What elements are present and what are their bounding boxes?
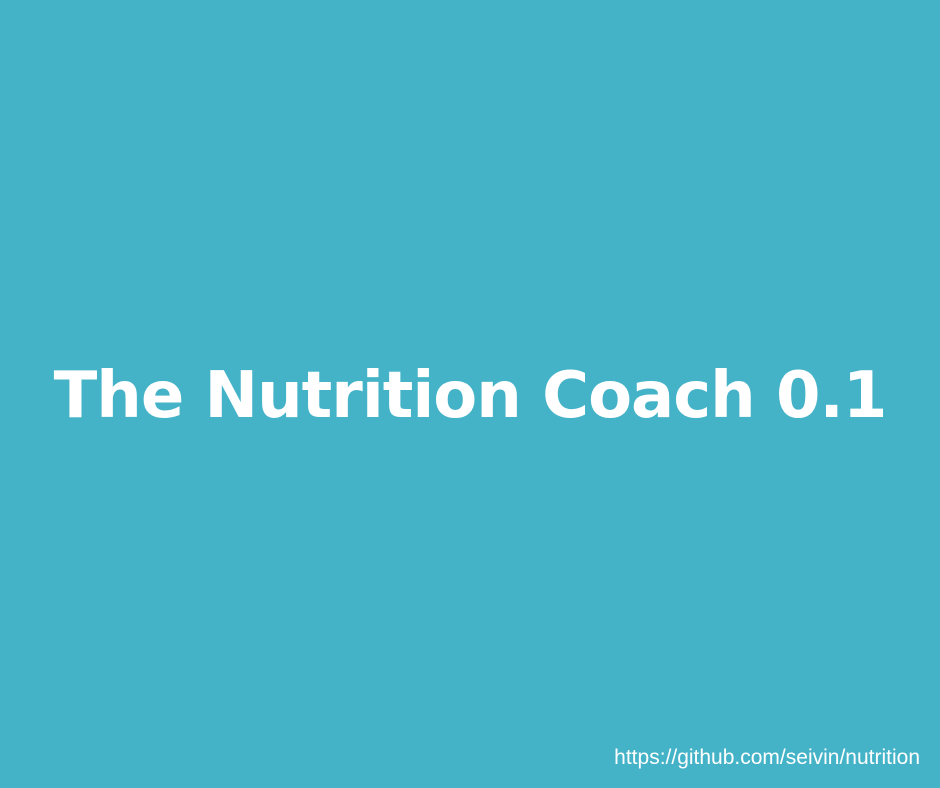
repository-link[interactable]: https://github.com/seivin/nutrition: [614, 746, 920, 769]
page-title: The Nutrition Coach 0.1: [53, 359, 887, 433]
